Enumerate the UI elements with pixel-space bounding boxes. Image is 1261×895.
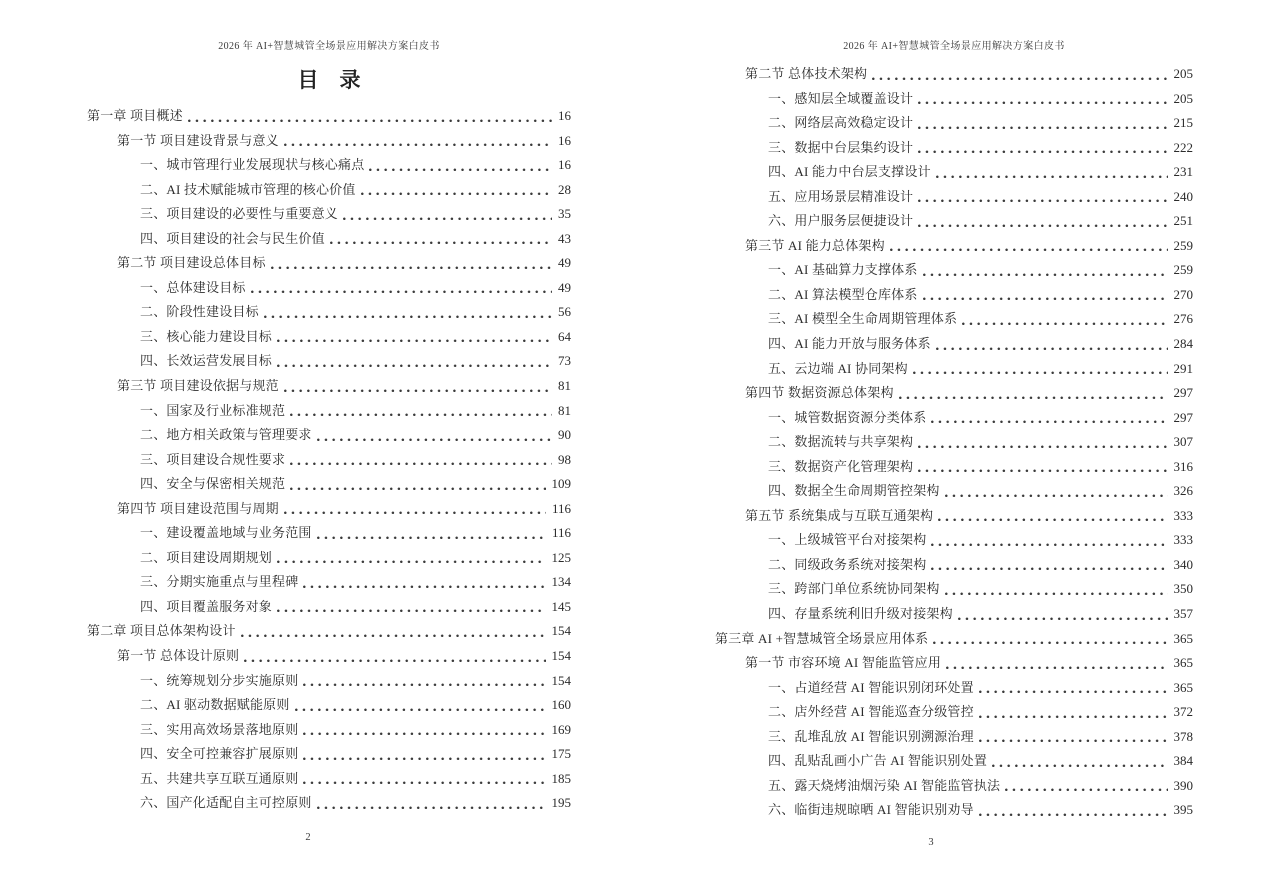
toc-entry xyxy=(715,185,1193,210)
dot-leader xyxy=(979,813,1168,817)
dot-leader xyxy=(284,143,552,147)
toc-entry-page-number: 240 xyxy=(1173,188,1193,204)
dot-leader xyxy=(946,666,1167,670)
toc-entry-text: 五、露天烧烤油烟污染 AI 智能监管执法 xyxy=(768,777,1001,793)
toc-entry-page-number: 90 xyxy=(558,427,571,443)
toc-entry-page-number: 326 xyxy=(1173,483,1193,499)
dot-leader xyxy=(277,364,552,368)
toc-entry-page-number: 195 xyxy=(551,795,571,811)
toc-entry xyxy=(87,349,571,374)
toc-entry-text: 第三节 项目建设依据与规范 xyxy=(117,378,279,394)
toc-entry-text: 二、项目建设周期规划 xyxy=(140,549,273,565)
toc-page-right xyxy=(715,0,1193,895)
toc-entry-text: 第二章 项目总体架构设计 xyxy=(87,623,236,639)
dot-leader xyxy=(918,469,1167,473)
toc-entry xyxy=(87,300,571,325)
dot-leader xyxy=(264,315,552,319)
toc-entry xyxy=(87,669,571,694)
toc-entry-page-number: 395 xyxy=(1173,802,1193,818)
toc-entry-page-number: 16 xyxy=(558,157,571,173)
toc-entry xyxy=(715,160,1193,185)
toc-entry-text: 一、建设覆盖地域与业务范围 xyxy=(140,525,312,541)
toc-entry xyxy=(87,227,571,252)
toc-entry-text: 五、共建共享互联互通原则 xyxy=(140,770,299,786)
toc-entry-page-number: 169 xyxy=(551,721,571,737)
toc-entry-text: 三、乱堆乱放 AI 智能识别溯源治理 xyxy=(768,728,974,744)
toc-entry-text: 三、核心能力建设目标 xyxy=(140,328,273,344)
toc-entry xyxy=(715,553,1193,578)
toc-entry-text: 第三节 AI 能力总体架构 xyxy=(745,237,885,253)
toc-entry xyxy=(715,283,1193,308)
toc-entry xyxy=(715,307,1193,332)
toc-entry-page-number: 378 xyxy=(1173,728,1193,744)
toc-entry xyxy=(715,357,1193,382)
toc-entry-page-number: 365 xyxy=(1173,679,1193,695)
toc-entry-text: 三、项目建设的必要性与重要意义 xyxy=(140,206,339,222)
toc-entry xyxy=(715,111,1193,136)
toc-entry-text: 六、国产化适配自主可控原则 xyxy=(140,795,312,811)
toc-entry xyxy=(87,767,571,792)
toc-entry xyxy=(87,546,571,571)
toc-entry-page-number: 64 xyxy=(558,328,571,344)
toc-entry-text: 二、AI 驱动数据赋能原则 xyxy=(140,697,290,713)
toc-entry-text: 六、用户服务层便捷设计 xyxy=(768,213,914,229)
toc-entry-page-number: 222 xyxy=(1173,139,1193,155)
toc-entry-text: 第三章 AI +智慧城管全场景应用体系 xyxy=(715,630,929,646)
toc-entry xyxy=(87,791,571,816)
toc-entry xyxy=(87,178,571,203)
toc-entry-text: 五、应用场景层精准设计 xyxy=(768,188,914,204)
toc-entry xyxy=(715,87,1193,112)
dot-leader xyxy=(962,322,1167,326)
dot-leader xyxy=(890,248,1168,252)
dot-leader xyxy=(918,199,1167,203)
toc-entry xyxy=(715,406,1193,431)
toc-entry-page-number: 49 xyxy=(558,279,571,295)
toc-entry-page-number: 259 xyxy=(1173,262,1193,278)
dot-leader xyxy=(303,585,545,589)
toc-entry-page-number: 297 xyxy=(1173,409,1193,425)
toc-entry-text: 五、云边端 AI 协同架构 xyxy=(768,360,908,376)
toc-entry-text: 一、国家及行业标准规范 xyxy=(140,402,286,418)
toc-entry-page-number: 372 xyxy=(1173,704,1193,720)
dot-leader xyxy=(918,101,1167,105)
toc-entry-page-number: 35 xyxy=(558,206,571,222)
dot-leader xyxy=(303,683,545,687)
toc-entry xyxy=(715,798,1193,823)
toc-entry-page-number: 116 xyxy=(551,525,571,541)
dot-leader xyxy=(317,438,552,442)
dot-leader xyxy=(290,413,552,417)
toc-entry-text: 二、地方相关政策与管理要求 xyxy=(140,427,312,443)
toc-entry xyxy=(87,718,571,743)
toc-entry-text: 三、项目建设合规性要求 xyxy=(140,451,286,467)
toc-entry xyxy=(715,627,1193,652)
toc-entry xyxy=(715,676,1193,701)
toc-entries-right xyxy=(715,62,1193,823)
toc-entry xyxy=(715,651,1193,676)
toc-entry xyxy=(87,497,571,522)
toc-entry xyxy=(87,644,571,669)
toc-entry-text: 第四节 项目建设范围与周期 xyxy=(117,500,279,516)
dot-leader xyxy=(979,739,1168,743)
dot-leader xyxy=(918,126,1167,130)
toc-entry xyxy=(715,209,1193,234)
dot-leader xyxy=(290,462,552,466)
toc-entry-page-number: 175 xyxy=(551,746,571,762)
dot-leader xyxy=(251,290,552,294)
toc-entry-page-number: 43 xyxy=(558,230,571,246)
toc-entry xyxy=(715,136,1193,161)
toc-entry-text: 一、总体建设目标 xyxy=(140,279,246,295)
toc-entry-text: 一、感知层全域覆盖设计 xyxy=(768,90,914,106)
toc-entry-page-number: 16 xyxy=(558,132,571,148)
toc-entry-page-number: 154 xyxy=(551,672,571,688)
toc-entry-text: 四、项目建设的社会与民生价值 xyxy=(140,230,325,246)
toc-entry-text: 二、AI 算法模型仓库体系 xyxy=(768,286,918,302)
dot-leader xyxy=(923,297,1168,301)
toc-entry-page-number: 28 xyxy=(558,181,571,197)
toc-entry xyxy=(715,528,1193,553)
toc-entry-text: 一、城市管理行业发展现状与核心痛点 xyxy=(140,157,365,173)
dot-leader xyxy=(317,536,546,540)
dot-leader xyxy=(277,560,545,564)
dot-leader xyxy=(923,273,1168,277)
dot-leader xyxy=(872,77,1167,81)
toc-entry xyxy=(715,258,1193,283)
toc-entry-page-number: 340 xyxy=(1173,556,1193,572)
toc-entry-page-number: 307 xyxy=(1173,434,1193,450)
toc-entry xyxy=(715,577,1193,602)
toc-entry-page-number: 231 xyxy=(1173,164,1193,180)
toc-entry-text: 三、数据中台层集约设计 xyxy=(768,139,914,155)
dot-leader xyxy=(303,781,545,785)
toc-entry xyxy=(87,472,571,497)
toc-entry-text: 四、AI 能力开放与服务体系 xyxy=(768,336,931,352)
toc-entry-page-number: 154 xyxy=(551,648,571,664)
dot-leader xyxy=(918,224,1167,228)
toc-entry-text: 四、安全与保密相关规范 xyxy=(140,476,286,492)
dot-leader xyxy=(284,511,546,515)
toc-entry-page-number: 276 xyxy=(1173,311,1193,327)
toc-entry-text: 二、AI 技术赋能城市管理的核心价值 xyxy=(140,181,356,197)
toc-entry-text: 第二节 总体技术架构 xyxy=(745,66,868,81)
toc-entry-page-number: 316 xyxy=(1173,458,1193,474)
dot-leader xyxy=(361,192,552,196)
toc-entry-page-number: 297 xyxy=(1173,385,1193,401)
dot-leader xyxy=(992,764,1167,768)
toc-entry xyxy=(87,325,571,350)
toc-entry-text: 四、数据全生命周期管控架构 xyxy=(768,483,940,499)
running-header: 2026 年 AI+智慧城管全场景应用解决方案白皮书 xyxy=(843,41,1065,52)
dot-leader xyxy=(933,641,1167,645)
toc-entry-text: 第二节 项目建设总体目标 xyxy=(117,255,266,271)
toc-entry-page-number: 284 xyxy=(1173,336,1193,352)
toc-entry-page-number: 81 xyxy=(558,402,571,418)
toc-entry-text: 三、AI 模型全生命周期管理体系 xyxy=(768,311,958,327)
dot-leader xyxy=(295,708,546,712)
toc-entry xyxy=(87,399,571,424)
toc-entry-page-number: 390 xyxy=(1173,777,1193,793)
dot-leader xyxy=(931,543,1167,547)
dot-leader xyxy=(277,339,552,343)
dot-leader xyxy=(918,150,1167,154)
toc-entry-page-number: 205 xyxy=(1173,90,1193,106)
toc-entry-page-number: 357 xyxy=(1173,606,1193,622)
toc-entry xyxy=(715,455,1193,480)
toc-entry-page-number: 384 xyxy=(1173,753,1193,769)
dot-leader xyxy=(936,175,1168,179)
dot-leader xyxy=(938,518,1167,522)
toc-entry-page-number: 49 xyxy=(558,255,571,271)
toc-entry-page-number: 291 xyxy=(1173,360,1193,376)
toc-entry-text: 四、长效运营发展目标 xyxy=(140,353,273,369)
toc-entry-page-number: 215 xyxy=(1173,115,1193,131)
toc-entry-page-number: 81 xyxy=(558,378,571,394)
dot-leader xyxy=(913,371,1168,375)
dot-leader xyxy=(330,241,552,245)
toc-entry-page-number: 116 xyxy=(551,500,571,516)
dot-leader xyxy=(317,806,546,810)
toc-entry-text: 四、存量系统利旧升级对接架构 xyxy=(768,606,953,622)
dot-leader xyxy=(188,119,552,123)
dot-leader xyxy=(899,396,1168,400)
dot-leader xyxy=(979,690,1168,694)
toc-entry xyxy=(715,504,1193,529)
toc-entry-text: 第五节 系统集成与互联互通架构 xyxy=(745,507,934,523)
dot-leader xyxy=(936,347,1168,351)
dot-leader xyxy=(945,592,1168,596)
toc-entry-text: 三、数据资产化管理架构 xyxy=(768,458,914,474)
toc-entry-text: 一、占道经营 AI 智能识别闭环处置 xyxy=(768,679,974,695)
toc-entry-page-number: 73 xyxy=(558,353,571,369)
dot-leader xyxy=(918,445,1167,449)
toc-entry xyxy=(87,448,571,473)
toc-entry xyxy=(715,602,1193,627)
toc-entry-page-number: 365 xyxy=(1173,655,1193,671)
toc-entry-page-number: 16 xyxy=(558,108,571,123)
toc-entry-text: 一、AI 基础算力支撑体系 xyxy=(768,262,918,278)
toc-entry xyxy=(715,332,1193,357)
toc-entry-page-number: 125 xyxy=(551,549,571,565)
toc-entry xyxy=(87,129,571,154)
toc-entry xyxy=(715,479,1193,504)
toc-entry xyxy=(715,725,1193,750)
toc-entry xyxy=(87,374,571,399)
toc-entry xyxy=(87,251,571,276)
toc-entry xyxy=(715,700,1193,725)
toc-entry-page-number: 259 xyxy=(1173,237,1193,253)
toc-entry xyxy=(715,774,1193,799)
toc-entry-page-number: 185 xyxy=(551,770,571,786)
toc-title: 目 录 xyxy=(297,68,361,92)
toc-entry-text: 四、项目覆盖服务对象 xyxy=(140,598,273,614)
toc-entry-text: 四、AI 能力中台层支撑设计 xyxy=(768,164,931,180)
dot-leader xyxy=(277,609,545,613)
toc-entry-page-number: 56 xyxy=(558,304,571,320)
toc-entry xyxy=(87,595,571,620)
dot-leader xyxy=(290,487,545,491)
toc-entry xyxy=(87,521,571,546)
toc-entry-text: 第四节 数据资源总体架构 xyxy=(745,385,894,401)
toc-entry xyxy=(87,423,571,448)
toc-entry-page-number: 333 xyxy=(1173,532,1193,548)
toc-entry-page-number: 350 xyxy=(1173,581,1193,597)
page-number: 2 xyxy=(305,832,311,843)
dot-leader xyxy=(931,420,1167,424)
toc-entry-text: 第一章 项目概述 xyxy=(87,108,183,123)
toc-entry-page-number: 109 xyxy=(551,476,571,492)
toc-entry xyxy=(87,202,571,227)
toc-entry-page-number: 205 xyxy=(1173,66,1193,81)
toc-entry-text: 第一节 总体设计原则 xyxy=(117,648,240,664)
toc-entry-text: 一、城管数据资源分类体系 xyxy=(768,409,927,425)
running-header: 2026 年 AI+智慧城管全场景应用解决方案白皮书 xyxy=(218,41,440,52)
dot-leader xyxy=(369,168,552,172)
toc-entry xyxy=(87,742,571,767)
toc-entry xyxy=(715,430,1193,455)
toc-entry xyxy=(87,693,571,718)
dot-leader xyxy=(979,715,1168,719)
dot-leader xyxy=(241,634,546,638)
toc-entry-text: 三、实用高效场景落地原则 xyxy=(140,721,299,737)
toc-entry xyxy=(715,749,1193,774)
toc-entry xyxy=(715,62,1193,87)
toc-entry-text: 一、上级城管平台对接架构 xyxy=(768,532,927,548)
toc-page-left xyxy=(87,0,571,895)
toc-entry-text: 二、阶段性建设目标 xyxy=(140,304,259,320)
toc-entry-text: 二、同级政务系统对接架构 xyxy=(768,556,927,572)
dot-leader xyxy=(931,567,1167,571)
toc-entry-text: 三、跨部门单位系统协同架构 xyxy=(768,581,940,597)
dot-leader xyxy=(303,732,545,736)
toc-entry-page-number: 98 xyxy=(558,451,571,467)
toc-entry-page-number: 154 xyxy=(551,623,571,639)
dot-leader xyxy=(271,266,552,270)
toc-entry-page-number: 134 xyxy=(551,574,571,590)
dot-leader xyxy=(284,389,552,393)
toc-entry xyxy=(87,276,571,301)
toc-entry-page-number: 365 xyxy=(1173,630,1193,646)
toc-entry xyxy=(87,104,571,129)
toc-entry-text: 第一节 项目建设背景与意义 xyxy=(117,132,279,148)
toc-entry-page-number: 251 xyxy=(1173,213,1193,229)
dot-leader xyxy=(1005,788,1167,792)
toc-entry-text: 二、数据流转与共享架构 xyxy=(768,434,914,450)
toc-entry-text: 一、统筹规划分步实施原则 xyxy=(140,672,299,688)
toc-entry xyxy=(715,381,1193,406)
toc-entry xyxy=(87,153,571,178)
dot-leader xyxy=(958,617,1168,621)
toc-entry-text: 六、临街违规晾晒 AI 智能识别劝导 xyxy=(768,802,974,818)
toc-entry-page-number: 333 xyxy=(1173,507,1193,523)
toc-entry-text: 四、安全可控兼容扩展原则 xyxy=(140,746,299,762)
toc-entry xyxy=(87,619,571,644)
toc-entries-left xyxy=(87,104,571,816)
dot-leader xyxy=(343,217,552,221)
toc-entry-text: 四、乱贴乱画小广告 AI 智能识别处置 xyxy=(768,753,988,769)
toc-entry xyxy=(715,234,1193,259)
toc-entry-text: 第一节 市容环境 AI 智能监管应用 xyxy=(745,655,942,671)
toc-entry xyxy=(87,570,571,595)
toc-entry-page-number: 145 xyxy=(551,598,571,614)
dot-leader xyxy=(945,494,1168,498)
toc-entry-text: 三、分期实施重点与里程碑 xyxy=(140,574,299,590)
toc-entry-text: 二、店外经营 AI 智能巡查分级管控 xyxy=(768,704,974,720)
page-number: 3 xyxy=(928,837,934,848)
toc-entry-page-number: 160 xyxy=(551,697,571,713)
toc-entry-text: 二、网络层高效稳定设计 xyxy=(768,115,914,131)
dot-leader xyxy=(303,757,545,761)
dot-leader xyxy=(244,659,545,663)
toc-entry-page-number: 270 xyxy=(1173,286,1193,302)
